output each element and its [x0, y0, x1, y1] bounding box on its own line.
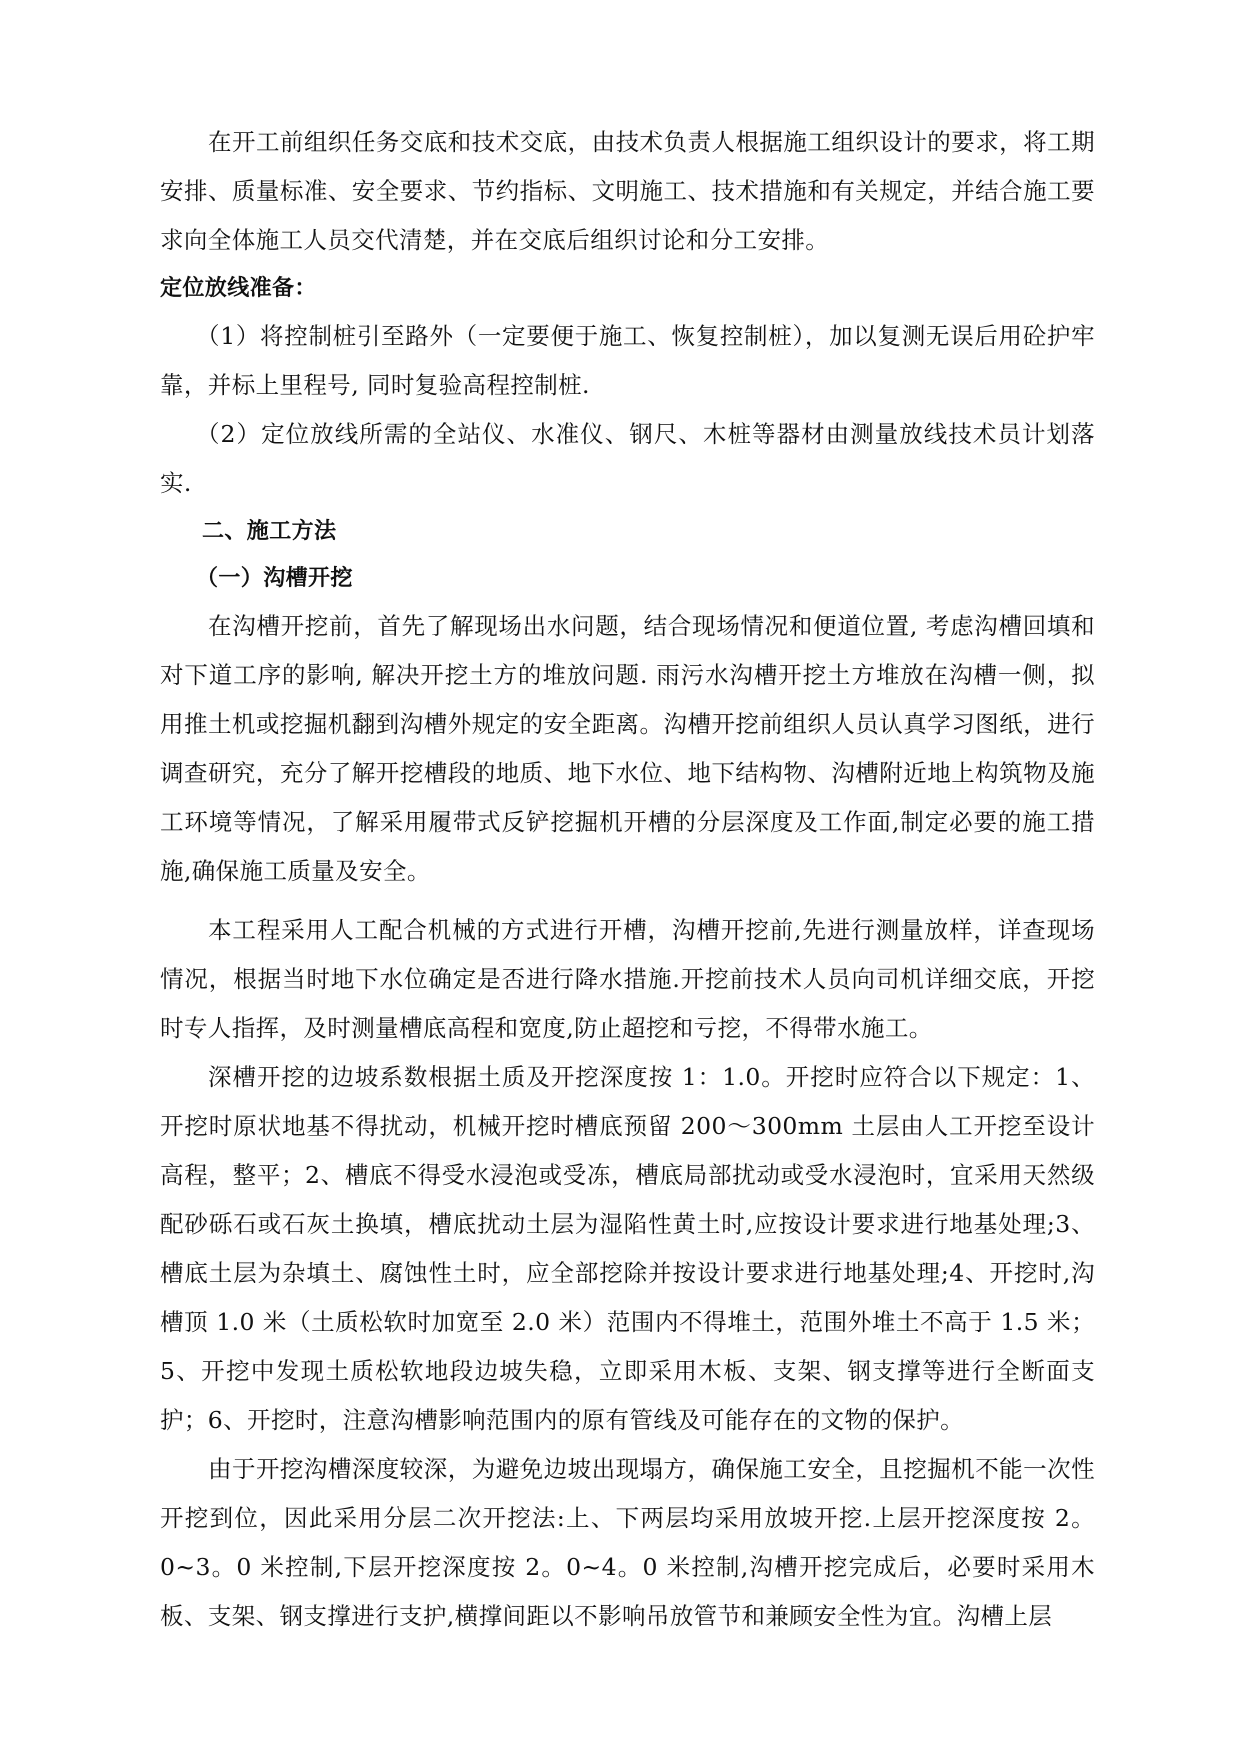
paragraph-briefing: 在开工前组织任务交底和技术交底，由技术负责人根据施工组织设计的要求，将工期安排、质量标准、安全要求、节约指标、文明施工、技术措施和有关规定，并结合施工要求向全体施工人员交代清楚，并在交底后组织讨论和分工安排。	[160, 128, 1095, 254]
heading-construction-method: 二、施工方法	[202, 519, 337, 544]
paragraph-manual-mechanical: 本工程采用人工配合机械的方式进行开槽，沟槽开挖前,先进行测量放样，详查现场情况，根据当时地下水位确定是否进行降水措施.开挖前技术人员向司机详细交底，开挖时专人指挥，及时测量槽底高程和宽度,防止超挖和亏挖，不得带水施工。	[160, 916, 1095, 1042]
heading-trench-excavation: （一）沟槽开挖	[196, 566, 353, 591]
paragraph-control-pile: （1）将控制桩引至路外（一定要便于施工、恢复控制桩），加以复测无误后用砼护牢靠，并标上里程号, 同时复验高程控制桩.	[160, 322, 1095, 399]
heading-positioning-prep: 定位放线准备：	[160, 276, 317, 301]
paragraph-slope-rules: 深槽开挖的边坡系数根据土质及开挖深度按 1：1.0。开挖时应符合以下规定：1、开挖时原状地基不得扰动，机械开挖时槽底预留 200～300mm 土层由人工开挖至设计高程，整平；2、槽底不得受水浸泡或受冻，槽底局部扰动或受水浸泡时，宜采用天然级配砂砾石或石灰土换填，槽底扰动土层为湿陷性黄土时,应按设计要求进行地基处理;3、槽底土层为杂填土、腐蚀性土时，应全部挖除并按设计要求进行地基处理;4、开挖时,沟槽顶 1.0 米（土质松软时加宽至 2.0 米）范围内不得堆土，范围外堆土不高于 1.5 米；5、开挖中发现土质松软地段边坡失稳，立即采用木板、支架、钢支撑等进行全断面支护；6、开挖时，注意沟槽影响范围内的原有管线及可能存在的文物的保护。	[160, 1063, 1095, 1434]
paragraph-pre-excavation: 在沟槽开挖前，首先了解现场出水问题，结合现场情况和便道位置, 考虑沟槽回填和对下道工序的影响, 解决开挖土方的堆放问题. 雨污水沟槽开挖土方堆放在沟槽一侧，拟用推土机或挖掘机翻到沟槽外规定的安全距离。沟槽开挖前组织人员认真学习图纸，进行调查研究，充分了解开挖槽段的地质、地下水位、地下结构物、沟槽附近地上构筑物及施工环境等情况，了解采用履带式反铲挖掘机开槽的分层深度及工作面,制定必要的施工措施,确保施工质量及安全。	[160, 612, 1095, 885]
paragraph-survey-equipment: （2）定位放线所需的全站仪、水准仪、钢尺、木桩等器材由测量放线技术员计划落实.	[160, 420, 1095, 497]
document-page	[160, 118, 1095, 1641]
paragraph-layered-excavation: 由于开挖沟槽深度较深，为避免边坡出现塌方，确保施工安全，且挖掘机不能一次性开挖到位，因此采用分层二次开挖法:上、下两层均采用放坡开挖.上层开挖深度按 2。0~3。0 米控制,下层开挖深度按 2。0~4。0 米控制,沟槽开挖完成后，必要时采用木板、支架、钢支撑进行支护,横撑间距以不影响吊放管节和兼顾安全性为宜。沟槽上层	[160, 1455, 1095, 1630]
